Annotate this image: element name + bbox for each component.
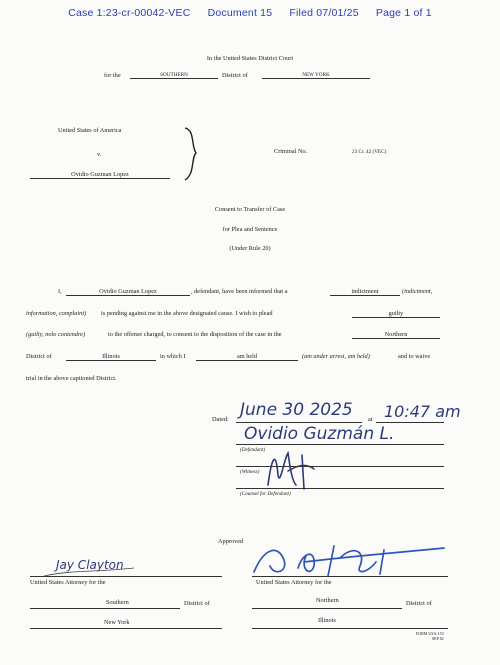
caption-versus: v. — [97, 151, 102, 158]
caption-defendant: Ovidio Guzman Lopez — [30, 171, 170, 179]
body-plea: guilty — [352, 310, 440, 318]
ecf-case-number: Case 1:23-cr-00042-VEC — [68, 7, 191, 19]
court-title: In the United States District Court — [206, 55, 294, 62]
body-text-7: District of — [26, 353, 52, 360]
left-district: Southern — [106, 599, 129, 606]
body-text-9: (am under arrest, am held) — [302, 353, 370, 360]
court-for-the: for the — [104, 72, 121, 79]
criminal-no: 23 Cr. 42 (VEC) — [352, 149, 387, 155]
body-text-11: trial in the above captioned District. — [26, 375, 117, 382]
criminal-no-label: Criminal No. — [274, 148, 308, 155]
form-number: FORM USA-153 — [416, 631, 444, 636]
body-text-4: is pending against me in the above designated cause. I wish to plead — [101, 310, 273, 317]
body-defendant-name: Ovidio Guzman Lopez — [66, 288, 190, 296]
form-footer — [416, 631, 444, 641]
heading-line-2: for Plea and Sentence — [222, 226, 278, 233]
left-state: New York — [104, 619, 130, 626]
heading-line-1: Consent to Transfer of Case — [214, 206, 286, 213]
defendant-signature: Ovidio Guzmán L. — [244, 424, 395, 444]
ecf-filed-date: Filed 07/01/25 — [289, 7, 359, 19]
defendant-caption: (Defendant) — [240, 447, 266, 453]
witness-caption: (Witness) — [240, 469, 260, 475]
body-state: Illinois — [66, 353, 156, 361]
body-text-3: information, complaint) — [26, 310, 87, 317]
court-district-name: SOUTHERN — [130, 72, 218, 79]
dated-date: June 30 2025 — [240, 400, 353, 420]
body-text-5: (guilty, nolo contendre) — [26, 331, 86, 338]
heading-line-3: (Under Rule 20) — [229, 245, 271, 252]
dated-time: 10:47 am — [384, 402, 461, 421]
approved-label: Approved — [218, 538, 244, 545]
right-attorney-title: United States Attorney for the — [256, 579, 332, 586]
ecf-page-count: Page 1 of 1 — [375, 7, 432, 19]
caption-plaintiff: United States of America — [58, 127, 122, 134]
left-attorney-title: United States Attorney for the — [30, 579, 106, 586]
right-state: Illinois — [318, 617, 336, 624]
right-district: Northern — [316, 597, 339, 604]
body-text-2: (indictment, — [402, 288, 433, 295]
body-custody-status: am held — [196, 353, 298, 361]
court-district-of: District of — [222, 72, 248, 79]
body-district-direction: Northern — [352, 331, 440, 339]
body-text-8: in which I — [160, 353, 186, 360]
form-date: SEP 82 — [431, 636, 444, 641]
witness-signature-scribble — [262, 445, 332, 493]
left-attorney-signature: Jay Clayton — [56, 558, 124, 572]
dated-label: Dated: — [212, 416, 229, 423]
body-text-10: and to waive — [398, 353, 431, 360]
counsel-caption: (Counsel for Defendant) — [240, 491, 291, 497]
body-text-1: , defendant, have been informed that a — [191, 288, 288, 295]
body-text-6: to the offense charged, to consent to the disposition of the case in the — [108, 331, 282, 338]
dated-at-label: at — [368, 416, 373, 423]
ecf-document-number: Document 15 — [207, 7, 273, 19]
right-district-of: District of — [406, 600, 432, 607]
court-state: NEW YORK — [262, 72, 370, 79]
body-i: I, — [58, 288, 62, 295]
caption-brace — [183, 126, 205, 182]
body-charging-document: indictment — [330, 288, 400, 296]
left-district-of: District of — [184, 600, 210, 607]
ecf-filing-header — [0, 7, 500, 19]
